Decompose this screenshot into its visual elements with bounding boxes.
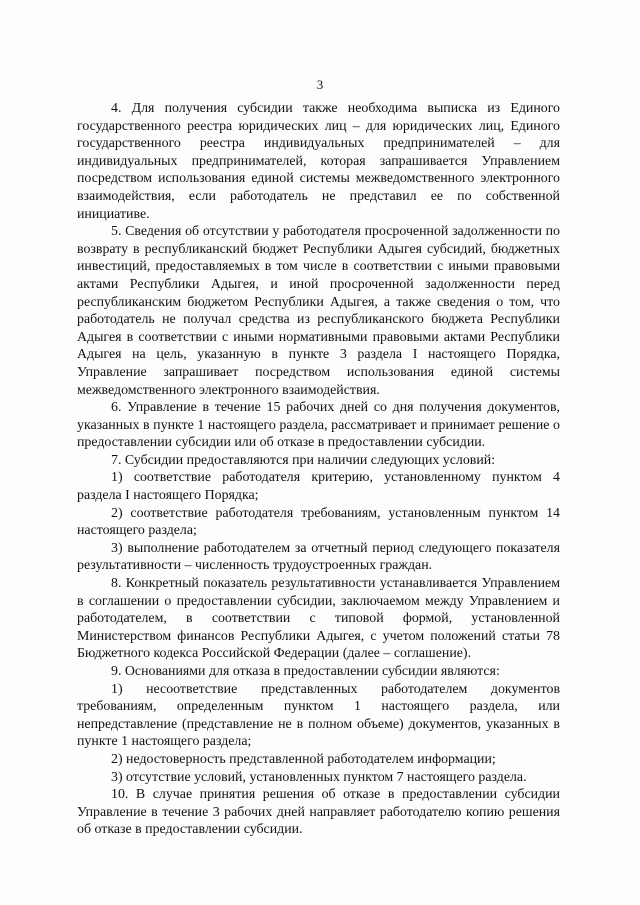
paragraph-item-7-1: 1) соответствие работодателя критерию, установленному пунктом 4 раздела I настоящего Порядка; <box>77 470 560 504</box>
paragraph-item-5: 5. Сведения об отсутствии у работодателя просроченной задолженности по возврату в республиканский бюджет Республики Адыгея субсидий, бюджетных инвестиций, предоставляемых в том числе в соответствии с иными правовыми актами Республики Адыгея, и иной просроченной задолженности перед республиканским бюджетом Республики Адыгея, а также сведения о том, что работодатель не получал средства из республиканского бюджета Республики Адыгея в соответствии с иными нормативными правовыми актами Республики Адыгея на цель, указанную в пункте 3 раздела I настоящего Порядка, Управление запрашивает посредством использования единой системы межведомственного электронного взаимодействия. <box>77 224 560 398</box>
paragraph-item-9-3: 3) отсутствие условий, установленных пунктом 7 настоящего раздела. <box>111 769 527 785</box>
paragraph-item-7: 7. Субсидии предоставляются при наличии следующих условий: <box>111 452 496 468</box>
paragraph-item-7-3: 3) выполнение работодателем за отчетный период следующего показателя результативности – численность трудоустроенных граждан. <box>77 540 560 574</box>
paragraph-item-7-2: 2) соответствие работодателя требованиям, установленным пунктом 14 настоящего раздела; <box>77 505 560 539</box>
paragraph-item-10: 10. В случае принятия решения об отказе в предоставлении субсидии Управление в течение 3 рабочих дней направляет работодателю копию решения об отказе в предоставлении субсидии. <box>77 787 560 838</box>
paragraph-item-8: 8. Конкретный показатель результативности устанавливается Управлением в соглашении о предоставлении субсидии, заключаемом между Управлением и работодателем, в соответствии с типовой формой, установленной Министерством финансов Республики Адыгея, с учетом положений статьи 78 Бюджетного кодекса Российской Федерации (далее – соглашение). <box>77 576 560 662</box>
paragraph-item-9-1: 1) несоответствие представленных работодателем документов требованиям, определенным пунктом 1 настоящего раздела, или непредставление (представление не в полном объеме) документов, указанных в пункте 1 настоящего раздела; <box>77 681 560 750</box>
paragraph-item-6: 6. Управление в течение 15 рабочих дней со дня получения документов, указанных в пункте 1 настоящего раздела, рассматривает и принимает решение о предоставлении субсидии или об отказе в предоставлении субсидии. <box>77 400 560 451</box>
paragraph-item-9: 9. Основаниями для отказа в предоставлении субсидии являются: <box>111 664 500 679</box>
paragraph-item-9-2: 2) недостоверность представленной работодателем информации; <box>111 751 496 767</box>
page-number: 3 <box>316 77 324 92</box>
document-body <box>77 100 560 839</box>
paragraph-item-4: 4. Для получения субсидии также необходима выписка из Единого государственного реестра юридических лиц – для юридических лиц, Единого государственного реестра индивидуальных предпринимателей – для индивидуальных предпринимателей, которая запрашивается Управлением посредством использования единой системы межведомственного электронного взаимодействия, если работодатель не представил ее по собственной инициативе. <box>77 101 560 222</box>
